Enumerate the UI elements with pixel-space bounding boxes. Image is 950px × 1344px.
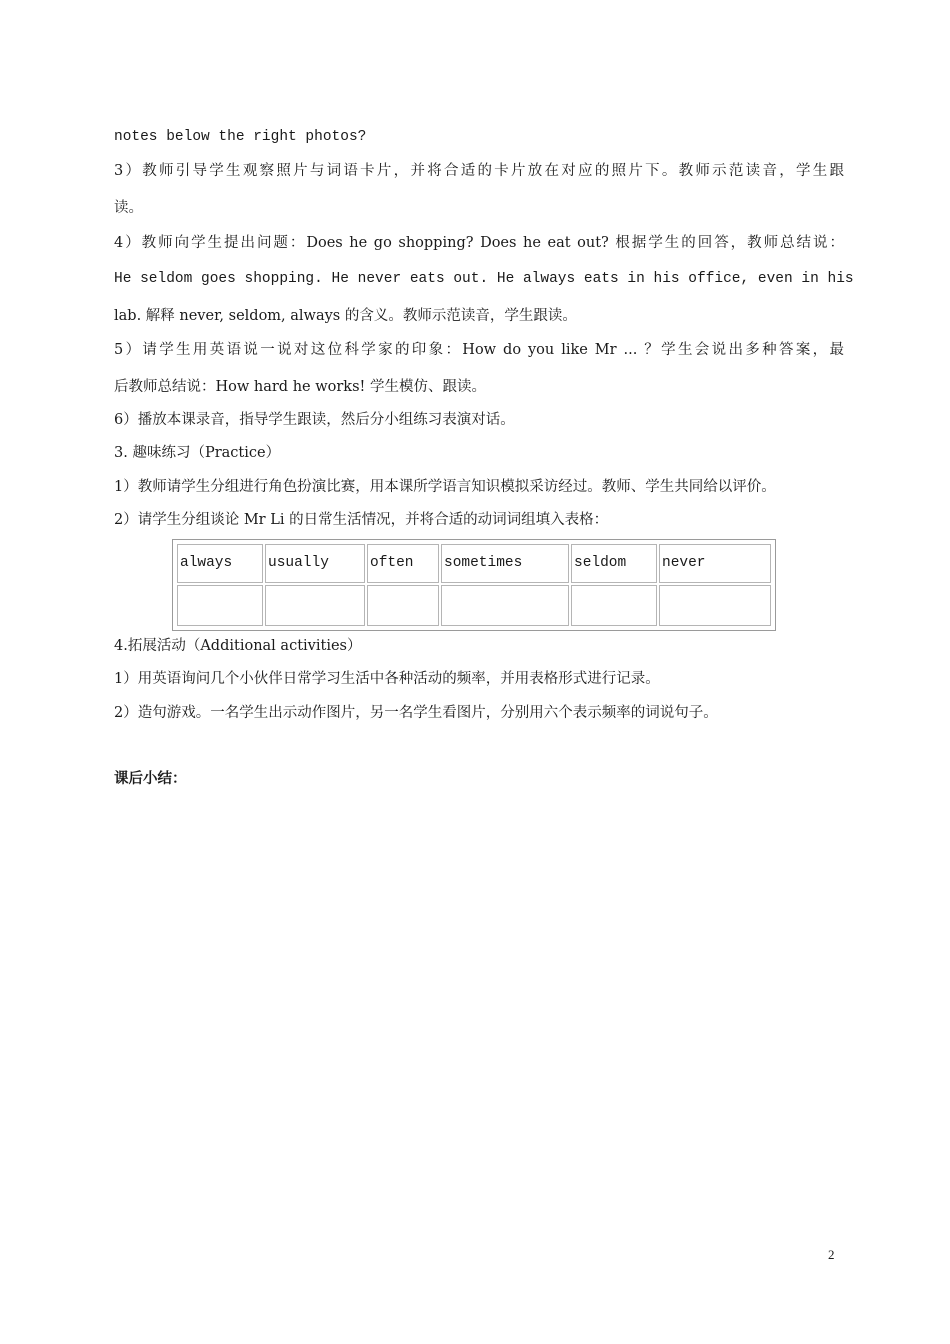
table-blank-cell[interactable]: [571, 585, 657, 626]
table-cell-sometimes: sometimes: [441, 544, 569, 583]
table-header-row: [177, 544, 771, 583]
text-line-step-4-explain: lab. 解释 never, seldom, always 的含义。教师示范读音，学生跟读。: [114, 308, 577, 324]
text-line-step-3: 3）教师引导学生观察照片与词语卡片，并将合适的卡片放在对应的照片下。教师示范读音，学生跟: [114, 163, 844, 179]
text-line-step-6: 6）播放本课录音，指导学生跟读，然后分小组练习表演对话。: [114, 412, 515, 428]
section-heading-practice: 3. 趣味练习（Practice）: [114, 445, 281, 461]
table-blank-cell[interactable]: [367, 585, 439, 626]
text-line-practice-1: 1）教师请学生分组进行角色扮演比赛，用本课所学语言知识模拟采访经过。教师、学生共同给以评价。: [114, 479, 776, 495]
table-cell-usually: usually: [265, 544, 365, 583]
summary-label: 课后小结：: [114, 770, 187, 787]
text-line-practice-2: 2）请学生分组谈论 Mr Li 的日常生活情况，并将合适的动词词组填入表格：: [114, 512, 609, 528]
table-blank-cell[interactable]: [265, 585, 365, 626]
frequency-table: [172, 539, 776, 631]
table-blank-row: [177, 585, 771, 626]
table-cell-always: always: [177, 544, 263, 583]
table-blank-cell[interactable]: [177, 585, 263, 626]
text-line-activity-2: 2）造句游戏。一名学生出示动作图片，另一名学生看图片，分别用六个表示频率的词说句子。: [114, 705, 718, 721]
text-line-step-4-cont: He seldom goes shopping. He never eats out. He always eats in his office, even in his: [114, 271, 854, 287]
table-cell-often: often: [367, 544, 439, 583]
table-cell-never: never: [659, 544, 771, 583]
text-line-step-5: 5）请学生用英语说一说对这位科学家的印象：How do you like Mr ... ？学生会说出多种答案，最: [114, 342, 844, 358]
text-line-step-3-cont: 读。: [114, 200, 143, 216]
page-number: 2: [828, 1247, 835, 1262]
text-line-notes: notes below the right photos?: [114, 129, 367, 145]
text-line-activity-1: 1）用英语询问几个小伙伴日常学习生活中各种活动的频率，并用表格形式进行记录。: [114, 671, 660, 687]
text-line-step-4: 4）教师向学生提出问题：Does he go shopping? Does he eat out? 根据学生的回答，教师总结说：: [114, 235, 844, 251]
table-cell-seldom: seldom: [571, 544, 657, 583]
text-line-step-5-cont: 后教师总结说：How hard he works! 学生模仿、跟读。: [114, 379, 486, 395]
table-blank-cell[interactable]: [441, 585, 569, 626]
table-blank-cell[interactable]: [659, 585, 771, 626]
section-heading-additional-activities: 4.拓展活动（Additional activities）: [114, 638, 362, 654]
